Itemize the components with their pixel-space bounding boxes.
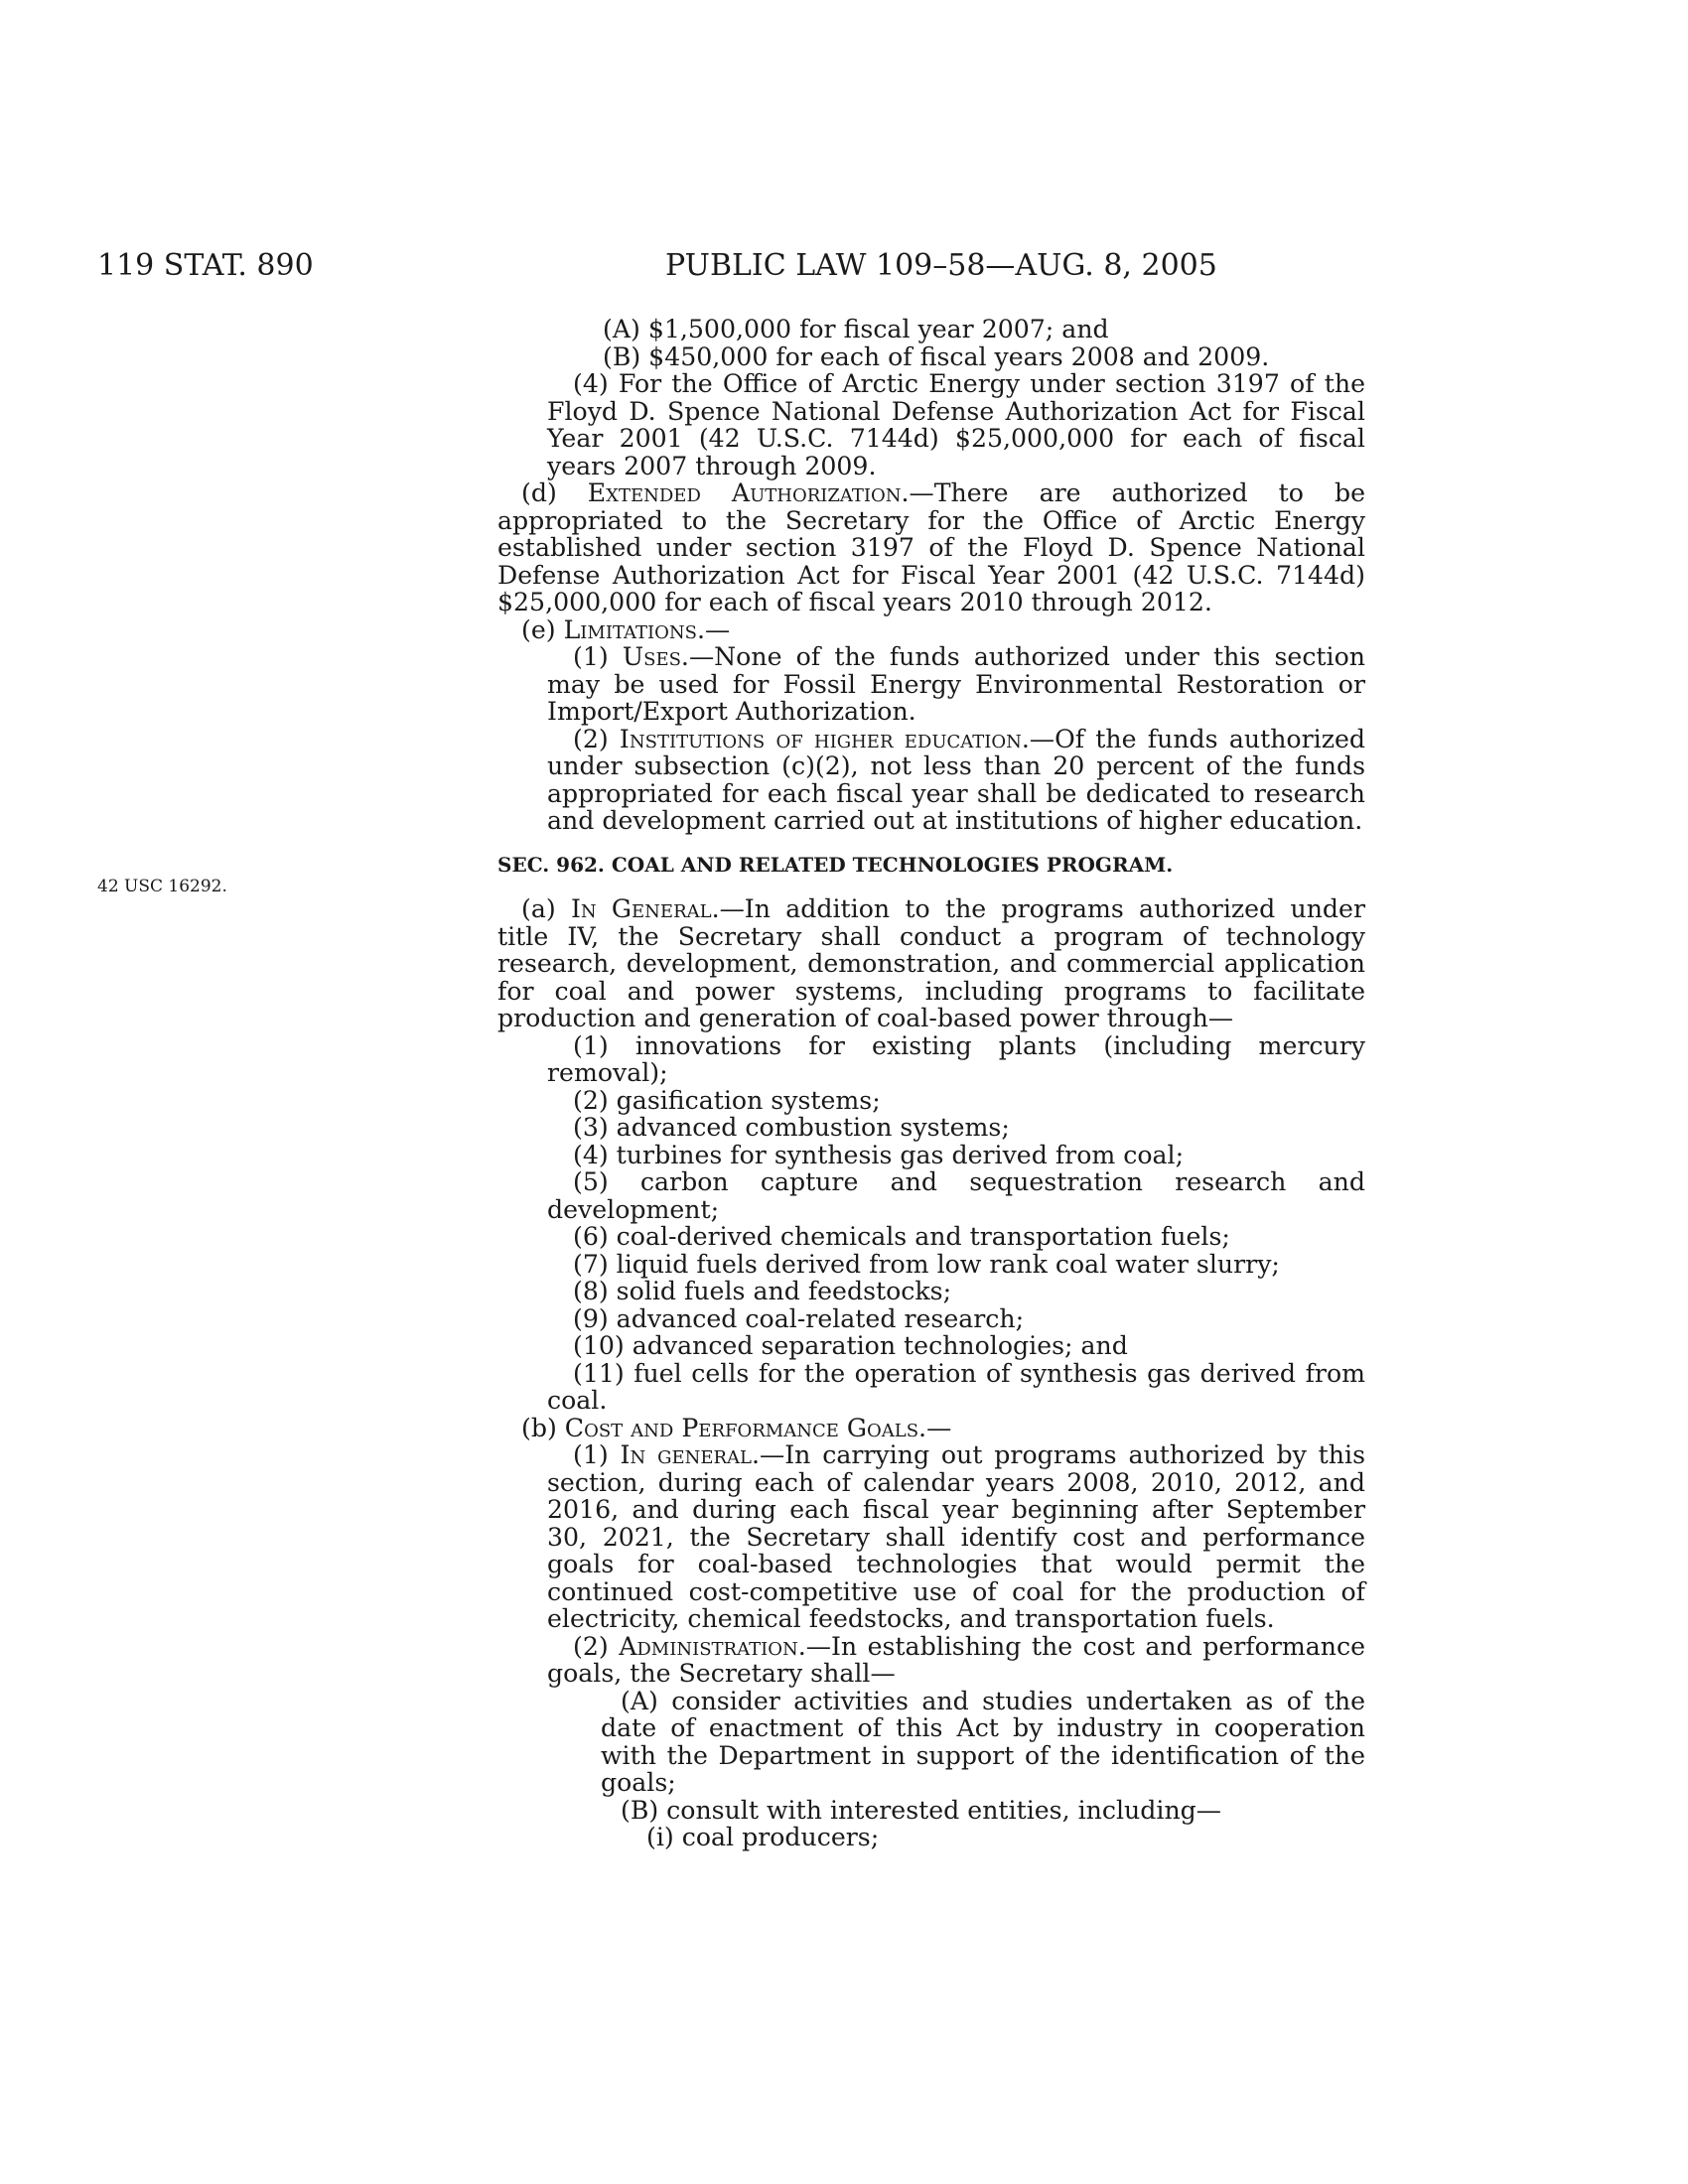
margin-citation: 42 USC 16292.	[97, 877, 227, 896]
paragraph-b2b-i: (i) coal producers;	[646, 1823, 880, 1851]
list-item-4: (4) turbines for synthesis gas derived from coal;	[573, 1140, 1185, 1169]
stat-page-number: 119 STAT. 890	[97, 248, 314, 283]
list-item-7: (7) liquid fuels derived from low rank coal water slurry;	[573, 1249, 1280, 1279]
paragraph-b2a: (A) consider activities and studies undertaken as of the date of enactment of this Act by industry in cooperation with the Department in support of the identification of the goals;	[601, 1686, 1365, 1797]
list-item-2: (2) gasification systems;	[573, 1085, 881, 1115]
heading-in-general: In General.	[570, 894, 720, 923]
list-item-3: (3) advanced combustion systems;	[573, 1113, 1010, 1142]
public-law-title: PUBLIC LAW 109–58—AUG. 8, 2005	[665, 248, 1217, 283]
paragraph-b2b: (B) consult with interested entities, including—	[621, 1795, 1221, 1825]
heading-b1-in-general: In general.	[620, 1440, 761, 1469]
paragraph-d-extended-authorization: (d) Extended Authorization.—There are authorized to be appropriated to the Secretary for the Office of Arctic Energy established under section 3197 of the Floyd D. Spence National Defense Authorization Act for Fiscal Year 2001 (42 U.S.C. 7144d) $25,000,000 for each of fiscal years 2010 through 2012.	[497, 478, 1365, 616]
list-item-10: (10) advanced separation technologies; and	[573, 1331, 1128, 1360]
paragraph-b2-administration: (2) Administration.—In establishing the cost and performance goals, the Secretary shall—	[547, 1631, 1366, 1688]
list-item-1: (1) innovations for existing plants (including mercury removal);	[547, 1030, 1365, 1087]
paragraph-e-limitations: (e) Limitations.—	[521, 614, 731, 644]
list-item-11: (11) fuel cells for the operation of synthesis gas derived from coal.	[547, 1358, 1365, 1415]
list-item-5: (5) carbon capture and sequestration research and development;	[547, 1167, 1365, 1224]
paragraph-c3b: (B) $450,000 for each of fiscal years 2008 and 2009.	[603, 341, 1270, 371]
heading-extended-authorization: Extended Authorization.	[587, 478, 910, 507]
heading-uses: Uses.	[622, 642, 689, 671]
heading-limitations: Limitations.	[563, 614, 705, 644]
section-962-heading: SEC. 962. COAL AND RELATED TECHNOLOGIES PROGRAM.	[497, 852, 1174, 877]
page-header	[0, 248, 1688, 288]
paragraph-a-in-general: (a) In General.—In addition to the programs authorized under title IV, the Secretary shall conduct a program of technology research, development, demonstration, and commercial application for coal and power systems, including programs to facilitate production and generation of coal-based power through—	[497, 894, 1365, 1032]
statute-body	[497, 316, 1365, 1851]
list-item-6: (6) coal-derived chemicals and transportation fuels;	[573, 1222, 1230, 1251]
paragraph-c4: (4) For the Office of Arctic Energy under section 3197 of the Floyd D. Spence National Defense Authorization Act for Fiscal Year 2001 (42 U.S.C. 7144d) $25,000,000 for each of fiscal years 2007 through 2009.	[547, 369, 1365, 480]
heading-administration: Administration.	[619, 1631, 806, 1661]
heading-institutions: Institutions of higher education.	[619, 724, 1030, 753]
list-item-9: (9) advanced coal-related research;	[573, 1303, 1025, 1333]
paragraph-b1-in-general: (1) In general.—In carrying out programs authorized by this section, during each of calendar years 2008, 2010, 2012, and 2016, and during each fiscal year beginning after September 30, 2021, the Secretary shall identify cost and performance goals for coal-based technologies that would permit the continued cost-competitive use of coal for the production of electricity, chemical feedstocks, and transportation fuels.	[547, 1440, 1365, 1633]
heading-cost-performance-goals: Cost and Performance Goals.	[564, 1413, 927, 1442]
paragraph-e2-institutions: (2) Institutions of higher education.—Of the funds authorized under subsection (c)(2), not less than 20 percent of the funds appropriated for each fiscal year shall be dedicated to research and development carried out at institutions of higher education.	[547, 724, 1365, 835]
paragraph-c3a: (A) $1,500,000 for fiscal year 2007; and	[603, 315, 1109, 343]
paragraph-e1-uses: (1) Uses.—None of the funds authorized under this section may be used for Fossil Energy Environmental Restoration or Import/Export Authorization.	[547, 642, 1365, 726]
paragraph-b-cost-performance: (b) Cost and Performance Goals.—	[521, 1413, 952, 1442]
list-item-8: (8) solid fuels and feedstocks;	[573, 1277, 952, 1305]
